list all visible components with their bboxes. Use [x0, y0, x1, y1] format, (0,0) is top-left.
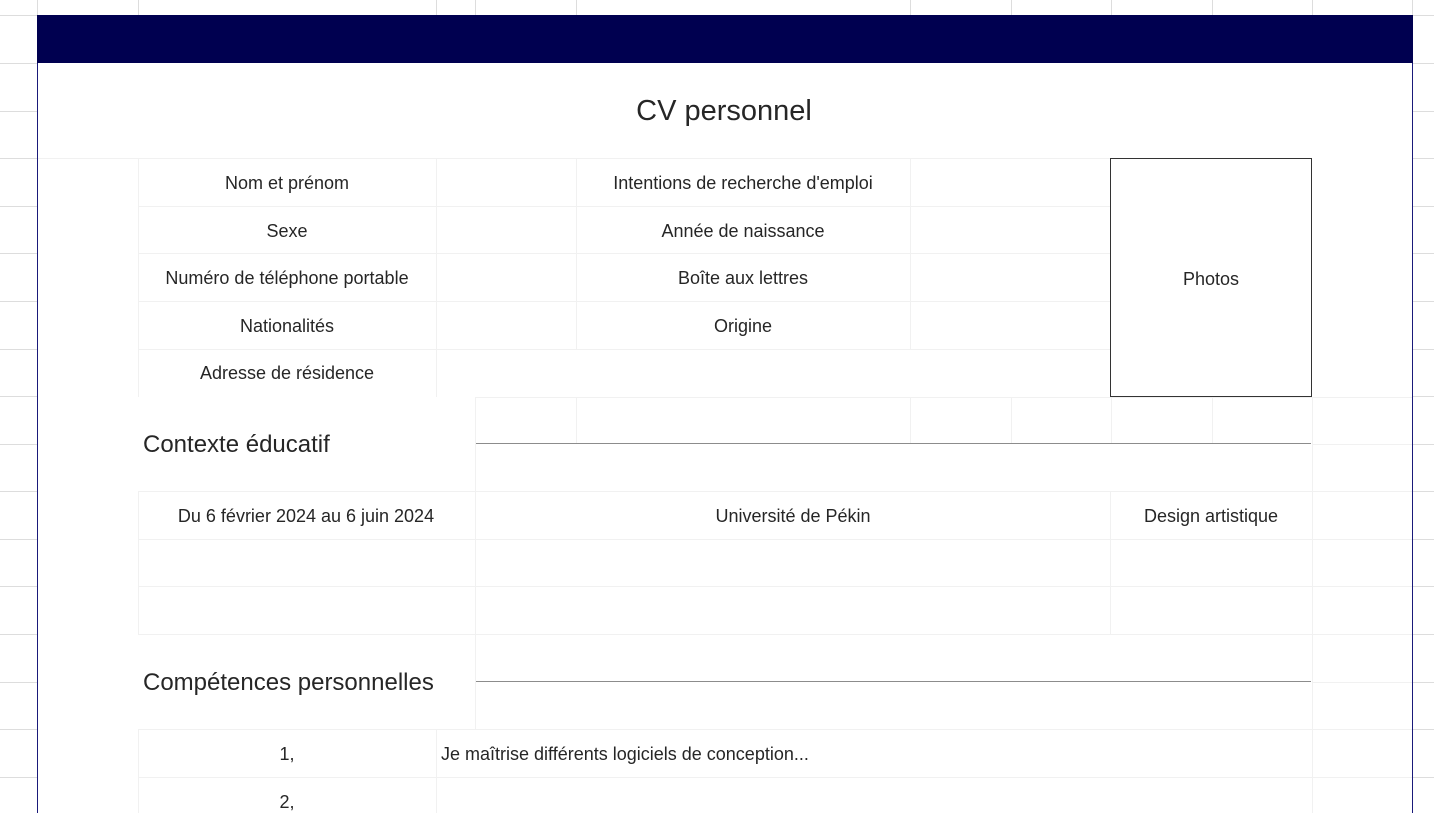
name-label: Nom et prénom — [224, 173, 350, 193]
education-school: Université de Pékin — [715, 506, 871, 526]
skills-divider — [476, 681, 1311, 682]
skill-text: Je maîtrise différents logiciels de conception... — [441, 744, 809, 764]
birth-year-label: Année de naissance — [661, 221, 825, 241]
skill-index: 2, — [279, 792, 295, 812]
document-title: CV personnel — [636, 95, 812, 127]
photo-box[interactable] — [1110, 158, 1312, 397]
photo-label: Photos — [1182, 269, 1240, 289]
education-major: Design artistique — [1143, 506, 1279, 526]
mobile-label: Numéro de téléphone portable — [165, 268, 409, 288]
skill-index: 1, — [279, 744, 295, 764]
skills-section-title: Compétences personnelles — [143, 669, 434, 696]
job-intention-label: Intentions de recherche d'emploi — [613, 173, 873, 193]
address-label: Adresse de résidence — [199, 363, 375, 383]
gender-label: Sexe — [266, 221, 308, 241]
mailbox-label: Boîte aux lettres — [677, 268, 809, 288]
origin-label: Origine — [713, 316, 773, 336]
education-period: Du 6 février 2024 au 6 juin 2024 — [177, 506, 435, 526]
education-section-title: Contexte éducatif — [143, 431, 330, 458]
nationality-label: Nationalités — [239, 316, 335, 336]
education-divider — [476, 443, 1311, 444]
